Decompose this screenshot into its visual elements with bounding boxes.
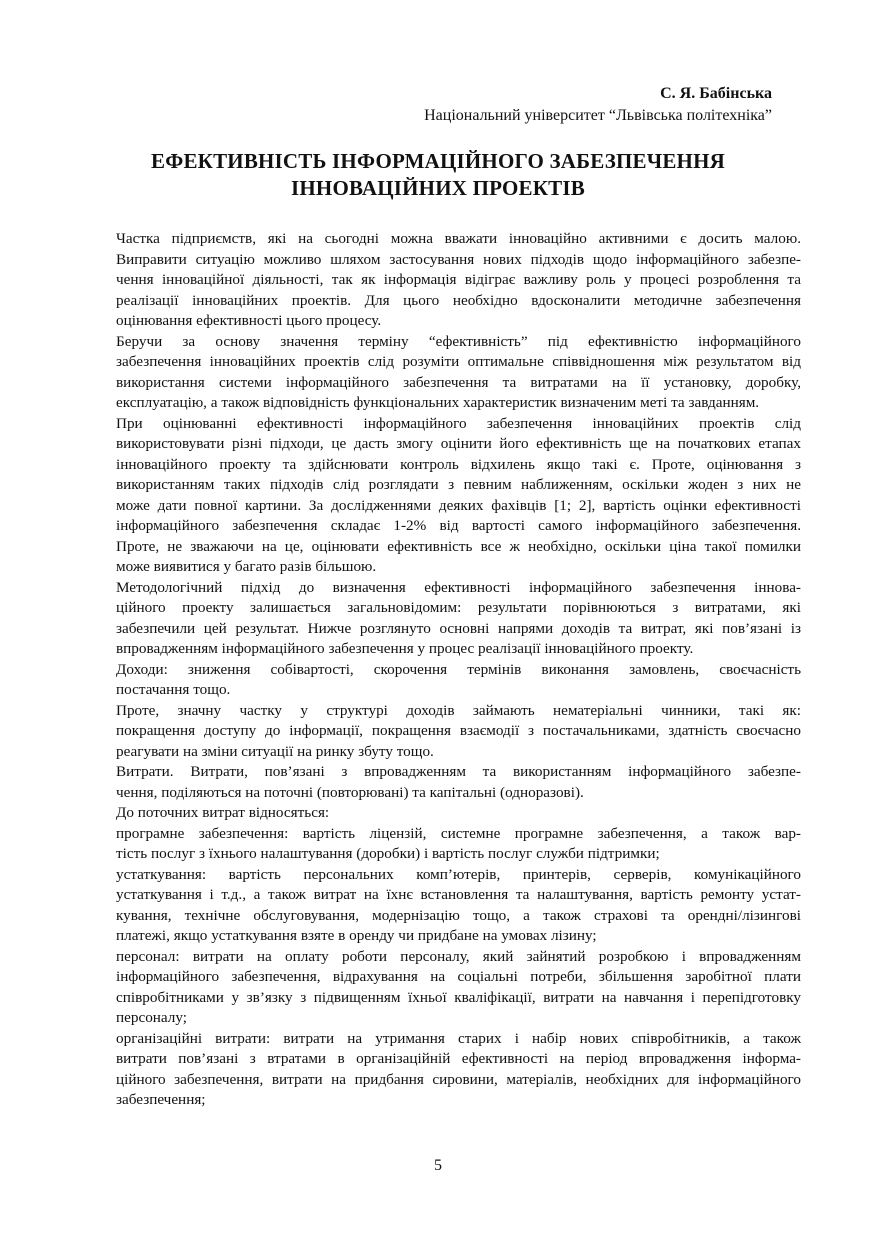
text-line: устаткування і т.д., а також витрат на їхнє встановлення та налаштування, вартість ремонту устат- [116,886,801,903]
paragraph [76,947,801,1029]
paragraph [76,229,801,332]
title-line: ІННОВАЦІЙНИХ ПРОЕКТІВ [291,176,585,200]
text-line: платежі, якщо устаткування взяте в оренду чи придбане на умовах лізину; [116,927,597,944]
text-line: може дати повної картини. За дослідженнями деяких фахівців [1; 2], вартість оцінки ефективності [116,496,801,514]
title-line: ЕФЕКТИВНІСТЬ ІНФОРМАЦІЙНОГО ЗАБЕЗПЕЧЕННЯ [151,149,725,173]
text-line: персонал: витрати на оплату роботи персоналу, який зайнятий розробкою і впровадженням [116,947,801,965]
text-line: інформаційного забезпечення складає 1-2% від вартості самого інформаційного забезпечення. [116,517,801,534]
text-line: персоналу; [116,1009,187,1026]
paragraph [76,865,801,947]
text-line: програмне забезпечення: вартість ліцензій, системне програмне забезпечення, а також вар- [116,824,801,842]
text-line: Беручи за основу значення терміну “ефективність” під ефективністю інформаційного [116,332,801,350]
paragraph [76,414,801,578]
text-line: забезпечення; [116,1091,206,1108]
text-line: впровадженням інформаційного забезпечення у процес реалізації інноваційного проекту. [116,640,694,657]
text-line: покращення доступу до інформації, покращення взаємодії з постачальниками, здатність своєчасно [116,722,801,739]
text-line: Проте, значну частку у структурі доходів займають нематеріальні чинники, такі як: [116,701,801,719]
text-line: забезпечили цей результат. Нижче розглянуто основні напрями доходів та витрат, які пов’язані із [116,619,801,637]
text-line: організаційні витрати: витрати на утримання старих і набір нових співробітників, а також [116,1029,801,1047]
text-line: забезпечення інноваційних проектів слід розуміти оптимальне співвідношення між результатом від [116,353,801,370]
text-line: Виправити ситуацію можливо шляхом застосування нових підходів щодо інформаційного забезпе- [116,250,801,268]
text-line: співробітниками у зв’язку з підвищенням їхньої кваліфікації, витрати на навчання і перепідготовку [116,988,801,1006]
text-line: До поточних витрат відносяться: [116,804,330,821]
paragraph [76,1029,801,1111]
paragraph [76,660,801,701]
text-line: може виявитися у багато разів більшою. [116,558,377,575]
text-line: чення, поділяються на поточні (повторювані) та капітальні (одноразові). [116,783,584,801]
paper-title [76,148,800,202]
author-affiliation: Національний університет “Львівська політехніка” [424,107,772,124]
paragraph [76,332,801,414]
paper-body [76,229,801,1111]
text-line: оцінювання ефективності цього процесу. [116,312,382,329]
text-line: використовувати різні підходи, це дасть змогу оцінити його ефективність ще на початкових етапах [116,435,801,452]
text-line: кування, технічне обслуговування, модернізацію тощо, а також страхові та орендні/лізингові [116,906,801,924]
paragraph [76,803,801,824]
author-name: С. Я. Бабінська [660,85,772,102]
paragraph [76,578,801,660]
text-line: Проте, не зважаючи на це, оцінювати ефективність все ж необхідно, оскільки ціна такої помилки [116,537,801,555]
page-number: 5 [434,1157,442,1174]
text-line: експлуатацію, а також відповідність функціональних характеристик визначеним меті та завданням. [116,394,760,411]
paragraph [76,701,801,763]
text-line: реалізації інноваційних проектів. Для цього необхідно вдосконалити методичне забезпечення [116,291,801,309]
text-line: Частка підприємств, які на сьогодні можна вважати інноваційно активними є досить малою. [116,230,801,247]
text-line: ційного забезпечення, витрати на придбання сировини, матеріалів, необхідних для інформаційного [116,1070,801,1088]
text-line: ційного проекту залишається загальновідомим: результати порівнюються з витратами, які [116,599,801,616]
text-line: Методологічний підхід до визначення ефективності інформаційного забезпечення іннова- [116,578,801,596]
text-line: реагувати на зміни ситуації на ринку збуту тощо. [116,742,434,760]
paragraph [76,762,801,803]
text-line: При оцінюванні ефективності інформаційного забезпечення інноваційних проектів слід [116,414,801,432]
text-line: Витрати. Витрати, пов’язані з впровадженням та використанням інформаційного забезпе- [116,763,801,780]
text-line: інноваційного проекту та здійснювати контроль відхилень якщо такі є. Проте, оцінювання з [116,455,801,473]
text-line: використання системи інформаційного забезпечення та витратами на її установку, доробку, [116,373,801,391]
text-line: чення інноваційної діяльності, так як інформація відіграє важливу роль у процесі розроблення та [116,271,801,288]
text-line: тість послуг з їхнього налаштування (доробки) і вартість послуг служби підтримки; [116,845,660,862]
text-line: устаткування: вартість персональних комп’ютерів, принтерів, серверів, комунікаційного [116,865,801,883]
text-line: Доходи: зниження собівартості, скорочення термінів виконання замовлень, своєчасність [116,660,801,678]
text-line: використанням таких підходів слід розглядати з певним наближенням, оскільки жоден з них не [116,476,801,493]
paragraph [76,824,801,865]
text-line: витрати пов’язані з втратами в організаційній ефективності на період впровадження інформа- [116,1050,801,1067]
text-line: інформаційного забезпечення, відрахування на соціальні потреби, збільшення заробітної плати [116,968,801,985]
text-line: постачання тощо. [116,681,231,698]
